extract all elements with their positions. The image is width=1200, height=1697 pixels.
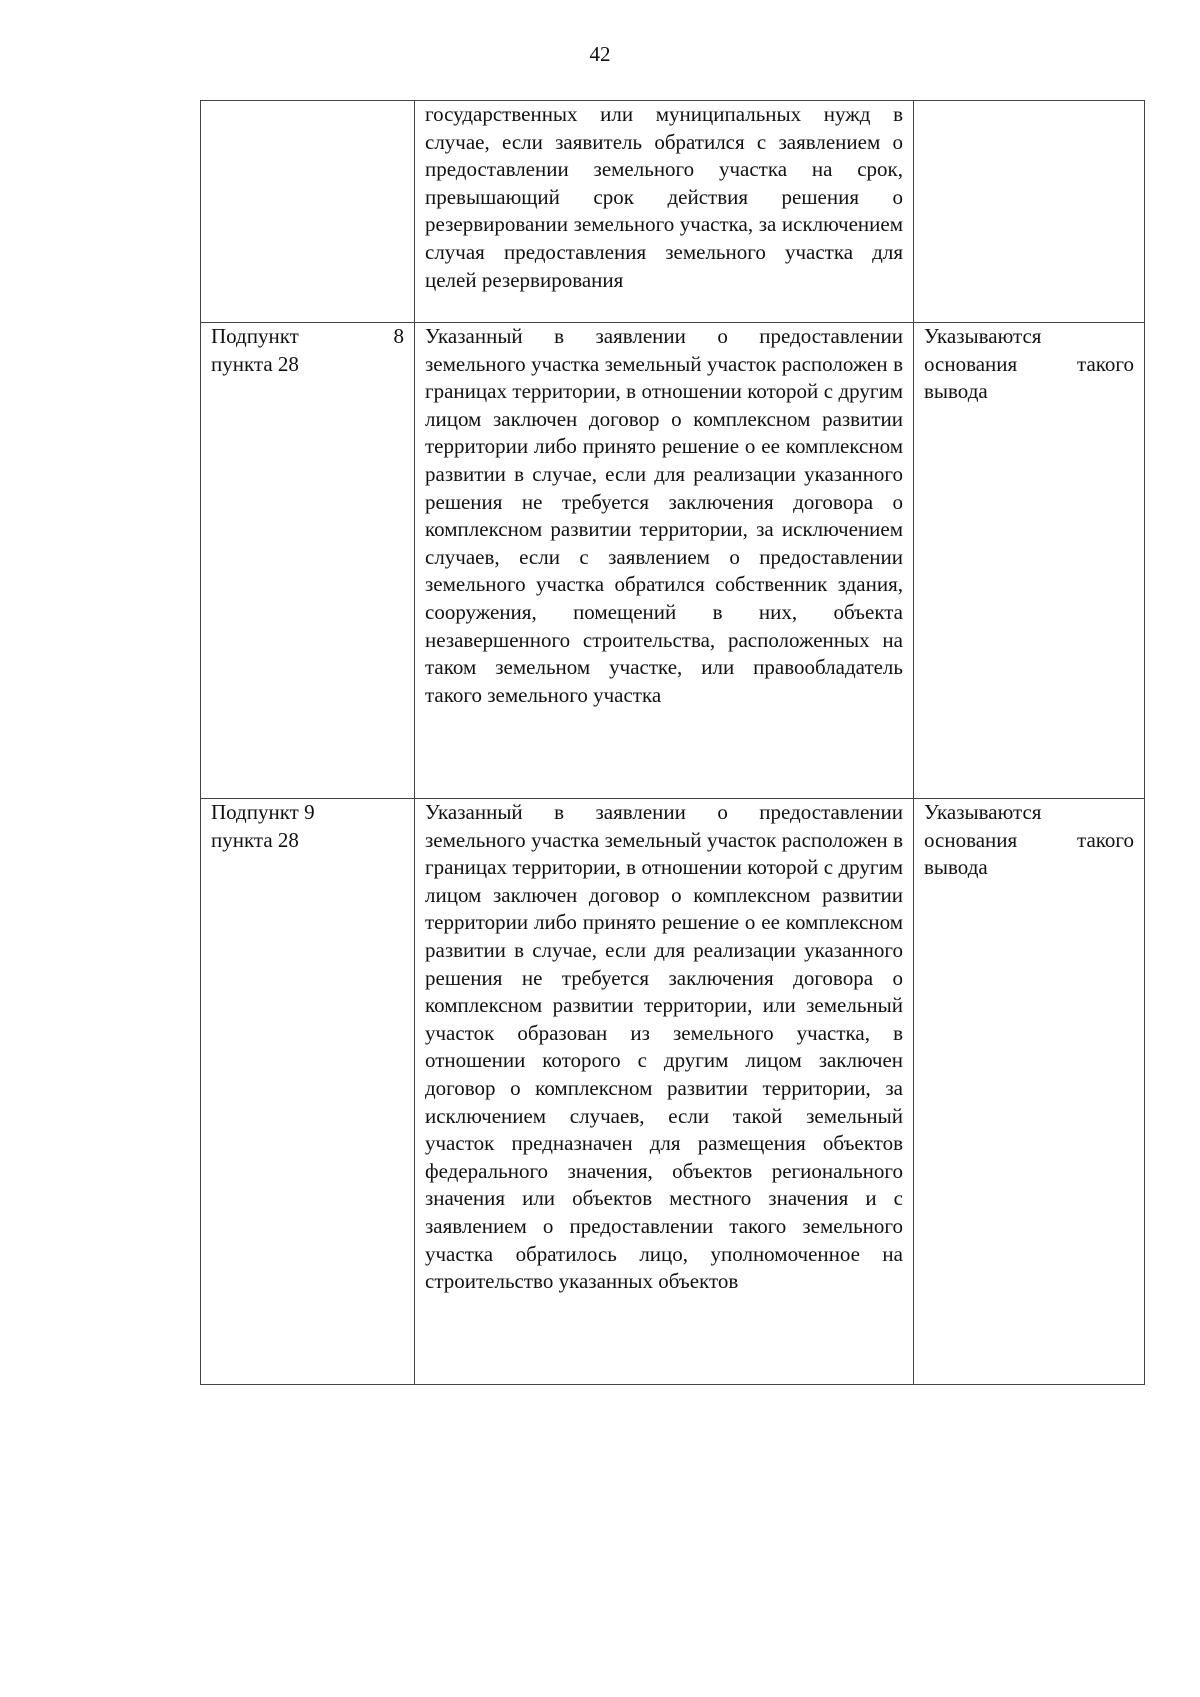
reason-text: Указанный в заявлении о предоставлении земельного участка земельный участок расположен в границах территории, в отношении которой с другим лицом заключен договор о комплексном развитии территории либо принято решение о ее комплексном развитии в случае, если для реализации указанного решения не требуется заключения договора о комплексном развитии территории, за исключением случаев, если с заявлением о предоставлении земельного участка обратился собственник здания, сооружения, помещений в них, объекта незавершенного строительства, расположенных на таком земельном участке, или правообладатель такого земельного участка [425, 324, 903, 707]
table-row [201, 799, 1145, 1385]
table-row [201, 323, 1145, 799]
reason-cell [415, 323, 914, 799]
reason-text: государственных или муниципальных нужд в случае, если заявитель обратился с заявлением о предоставлении земельного участка на срок, превышающий срок действия решения о резервировании земельного участка, за исключением случая предоставления земельного участка для целей резервирования [425, 102, 903, 292]
note-text: Указываются основания такого вывода [924, 800, 1134, 880]
note-text: Указываются основания такого вывода [924, 324, 1134, 404]
reference-line-1 [211, 323, 404, 351]
note-cell [914, 323, 1145, 799]
reference-cell [201, 101, 415, 323]
reason-cell [415, 101, 914, 323]
reference-subpoint-number: 8 [393, 324, 404, 348]
reference-subpoint: Подпункт 9 [211, 800, 315, 824]
reference-line-2: пункта 28 [211, 827, 299, 852]
table-row [201, 101, 1145, 323]
reference-line-1 [211, 799, 404, 827]
reason-cell [415, 799, 914, 1385]
reference-cell [201, 323, 415, 799]
reference-line-2: пункта 28 [211, 351, 299, 376]
reference-cell [201, 799, 415, 1385]
page-number: 42 [589, 42, 611, 66]
reference-subpoint: Подпункт [211, 324, 299, 348]
note-cell [914, 101, 1145, 323]
refusal-grounds-table [200, 100, 1145, 1385]
reason-text: Указанный в заявлении о предоставлении земельного участка земельный участок расположен в границах территории, в отношении которой с другим лицом заключен договор о комплексном развитии территории либо принято решение о ее комплексном развитии в случае, если для реализации указанного решения не требуется заключения договора о комплексном развитии территории, или земельный участок образован из земельного участка, в отношении которого с другим лицом заключен договор о комплексном развитии территории, за исключением случаев, если такой земельный участок предназначен для размещения объектов федерального значения, объектов регионального значения или объектов местного значения и с заявлением о предоставлении такого земельного участка обратилось лицо, уполномоченное на строительство указанных объектов [425, 800, 903, 1294]
note-cell [914, 799, 1145, 1385]
